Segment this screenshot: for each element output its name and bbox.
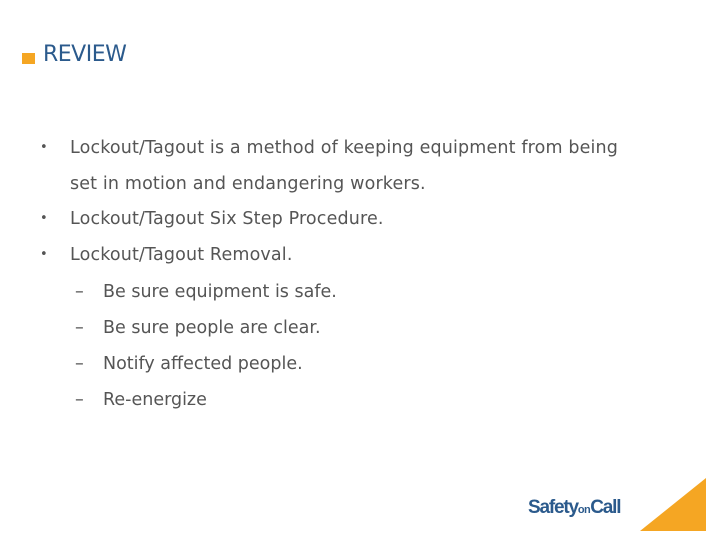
sub-bullet-item [75,346,303,382]
bullet-text: Lockout/Tagout Six Step Procedure. [70,209,384,229]
bullet-text: Lockout/Tagout Removal. [70,245,293,265]
sub-bullet-item [75,382,207,418]
bullet-dot: • [40,211,48,226]
logo-text-call: Call [590,497,621,518]
sub-bullet-text: Be sure equipment is safe. [103,282,337,302]
bullet-dot: • [40,247,48,262]
sub-bullet-item [75,274,337,310]
bullet-dot: • [40,140,48,155]
sub-bullet-dash: – [75,354,84,374]
sub-bullet-text: Be sure people are clear. [103,318,321,338]
sub-bullet-dash: – [75,390,84,410]
bullet-item [40,130,640,202]
logo-text-safety: Safety [528,497,578,518]
slide-title: REVIEW [43,42,127,67]
bullet-text: Lockout/Tagout is a method of keeping equipment from being set in motion and endangering workers. [70,138,619,194]
sub-bullet-dash: – [75,282,84,302]
bullet-item [40,201,384,237]
sub-bullet-item [75,310,321,346]
sub-bullet-text: Notify affected people. [103,354,303,374]
orange-triangle-icon [640,478,706,531]
logo-text-on: on [577,504,591,516]
sub-bullet-dash: – [75,318,84,338]
bullet-item [40,237,293,273]
sub-bullet-text: Re-energize [103,390,207,410]
safety-on-call-logo [528,497,620,519]
